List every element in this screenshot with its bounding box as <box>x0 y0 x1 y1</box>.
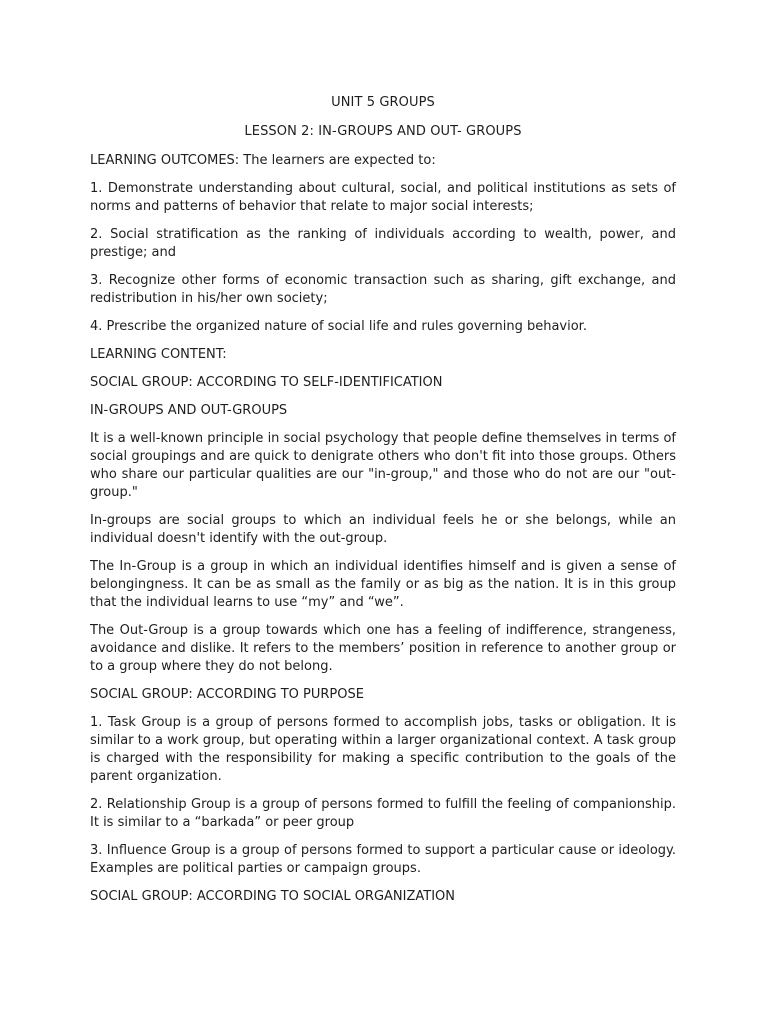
purpose-item-influence-group: 3. Influence Group is a group of persons formed to support a particular cause or ideology. Examples are political parties or campaign groups. <box>90 843 676 876</box>
section-self-identification: SOCIAL GROUP: ACCORDING TO SELF-IDENTIFICATION <box>90 375 443 390</box>
paragraph-principle: It is a well-known principle in social psychology that people define themselves in terms of social groupings and are quick to denigrate others who don't fit into those groups. Others who share our particular qualities are our "in-group," and those who do not are our "out-group." <box>90 431 676 500</box>
learning-content-heading: LEARNING CONTENT: <box>90 347 227 362</box>
outcome-item-2: 2. Social stratification as the ranking of individuals according to wealth, power, and prestige; and <box>90 227 676 260</box>
section-purpose: SOCIAL GROUP: ACCORDING TO PURPOSE <box>90 687 364 702</box>
section-social-organization: SOCIAL GROUP: ACCORDING TO SOCIAL ORGANIZATION <box>90 889 456 904</box>
outcome-item-3: 3. Recognize other forms of economic transaction such as sharing, gift exchange, and redistribution in his/her own society; <box>90 273 676 306</box>
learning-outcomes-intro: LEARNING OUTCOMES: The learners are expected to: <box>90 153 436 168</box>
purpose-item-task-group: 1. Task Group is a group of persons formed to accomplish jobs, tasks or obligation. It is similar to a work group, but operating within a larger organizational context. A task group is charged with the responsibility for making a specific contribution to the goals of the parent organization. <box>90 715 676 784</box>
document-page <box>90 94 676 916</box>
purpose-item-relationship-group: 2. Relationship Group is a group of persons formed to fulfill the feeling of companionship. It is similar to a “barkada” or peer group <box>90 797 676 830</box>
lesson-title: LESSON 2: IN-GROUPS AND OUT- GROUPS <box>244 124 522 139</box>
paragraph-out-group: The Out-Group is a group towards which one has a feeling of indifference, strangeness, avoidance and dislike. It refers to the members’ position in reference to another group or to a group where they do not belong. <box>90 623 676 674</box>
subsection-in-out-groups: IN-GROUPS AND OUT-GROUPS <box>90 403 288 418</box>
unit-title: UNIT 5 GROUPS <box>331 95 435 110</box>
outcome-item-4: 4. Prescribe the organized nature of social life and rules governing behavior. <box>90 319 587 334</box>
paragraph-in-group: The In-Group is a group in which an individual identifies himself and is given a sense of belongingness. It can be as small as the family or as big as the nation. It is in this group that the individual learns to use “my” and “we”. <box>90 559 676 610</box>
outcome-item-1: 1. Demonstrate understanding about cultural, social, and political institutions as sets of norms and patterns of behavior that relate to major social interests; <box>90 181 676 214</box>
paragraph-in-groups-definition: In-groups are social groups to which an individual feels he or she belongs, while an individual doesn't identify with the out-group. <box>90 513 676 546</box>
